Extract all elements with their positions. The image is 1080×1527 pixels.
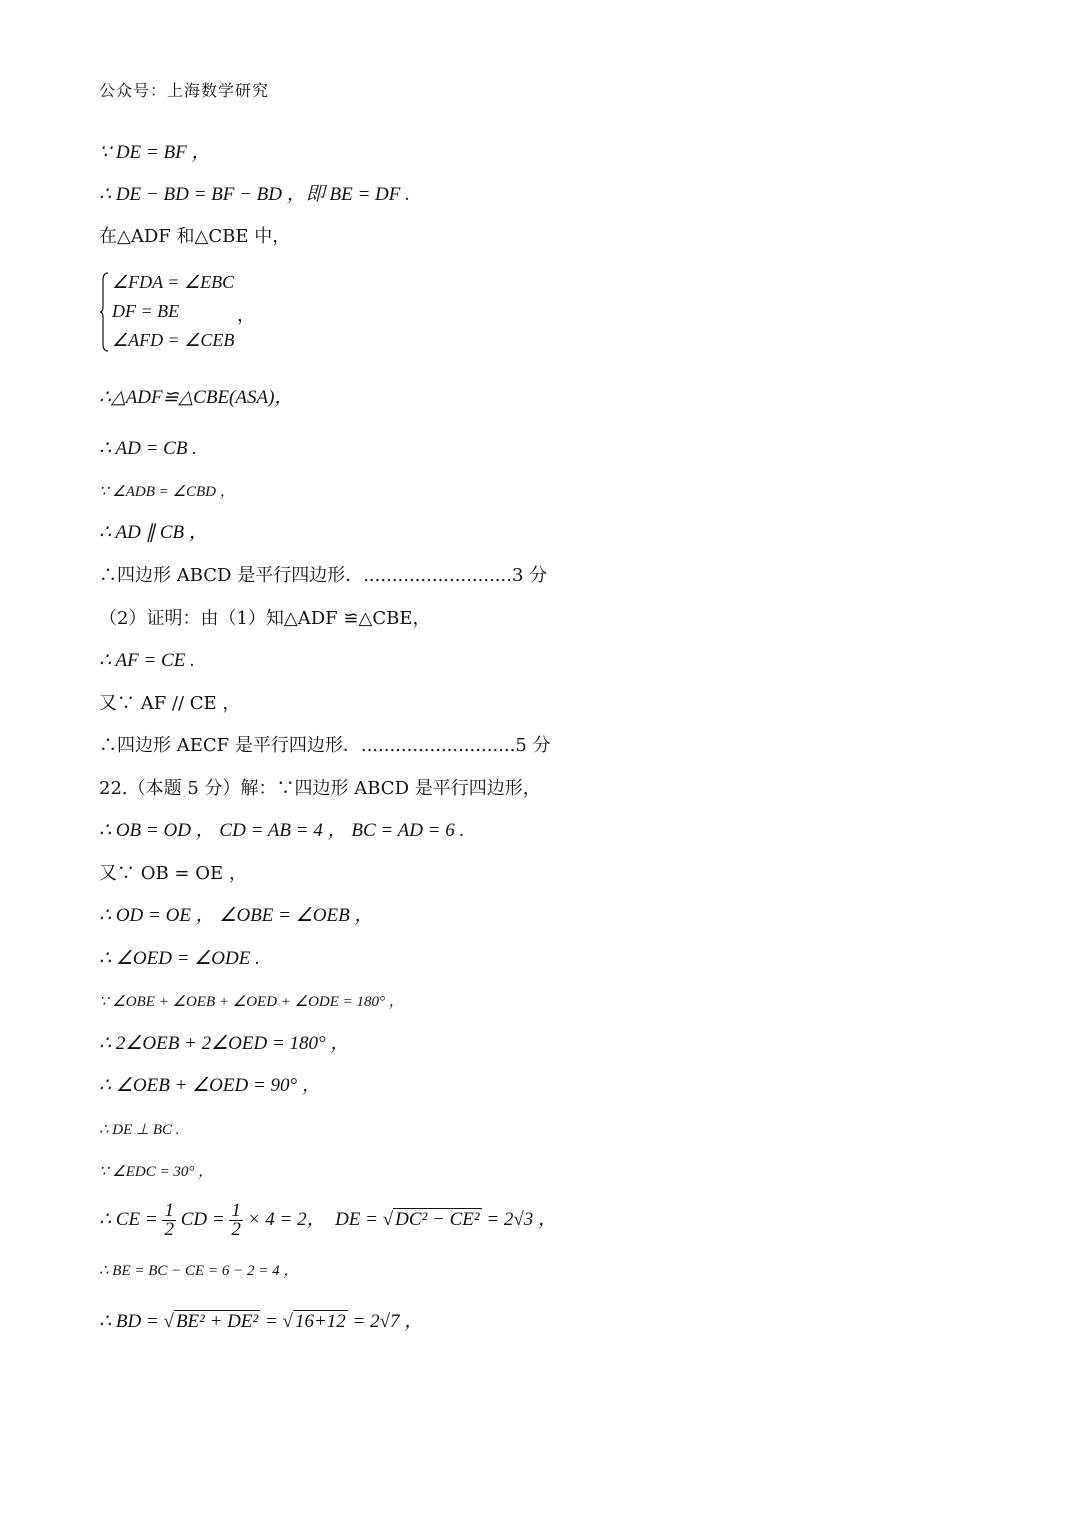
proof-line-5: ∴ AD = CB . [99, 438, 197, 459]
solution-line-7: ∴ ∠OEB + ∠OED = 90° ， [99, 1075, 321, 1096]
times-four-term: × 4 = 2， [247, 1209, 326, 1230]
proof-line-7: ∴ AD ∥ CB ， [99, 522, 208, 543]
proof-line-8: ∴四边形 ABCD 是平行四边形．..........................3 分 [99, 565, 548, 586]
de-result: = 2√3 ， [486, 1209, 558, 1230]
solution-line-1: ∴ OB = OD ， CD = AB = 4 ， BC = AD = 6 . [99, 820, 465, 841]
equals-sign: = [264, 1311, 278, 1332]
bd-lhs: ∴ BD = [99, 1311, 159, 1332]
system-row-3: ∠AFD = ∠CEB [112, 330, 235, 350]
fraction-denominator: 2 [231, 1219, 241, 1241]
ce-lhs: ∴ CE = [99, 1209, 158, 1230]
solution-line-9: ∵ ∠EDC = 30° ， [99, 1164, 214, 1180]
proof-line-4: ∴△ADF≌△CBE(ASA)， [99, 387, 294, 408]
proof-line-1: ∵ DE = BF ， [99, 142, 211, 163]
proof-line-11: 又∵ AF // CE ， [99, 693, 241, 714]
fraction-half-1 [162, 1202, 176, 1239]
system-row-2: DF = BE [112, 301, 180, 321]
cd-term: CD = [180, 1209, 225, 1230]
proof-line-9: （2）证明：由（1）知△ADF ≌△CBE， [99, 608, 431, 629]
problem-22-heading: 22.（本题 5 分）解：∵四边形 ABCD 是平行四边形， [99, 778, 541, 799]
fraction-numerator: 1 [231, 1200, 241, 1222]
solution-line-5: ∵ ∠OBE + ∠OEB + ∠OED + ∠ODE = 180° ， [99, 994, 404, 1010]
sqrt-16-12: 16+12 [294, 1311, 346, 1332]
solution-line-10: ∴ CE = $\frac{1}{2}$ CD = $\frac{1}{2}$ × 4 = 2， DE = √ DC² − CE² = 2√3 ， [99, 1200, 558, 1241]
system-row-1: ∠FDA = ∠EBC [112, 272, 235, 292]
proof-line-6: ∵ ∠ADB = ∠CBD ， [99, 484, 235, 500]
solution-line-3: ∴ OD = OE ， ∠OBE = ∠OEB ， [99, 905, 374, 926]
de-lhs: DE = [335, 1209, 378, 1230]
system-comma: ， [237, 305, 255, 326]
sqrt-dc-ce: DC² − CE² [395, 1209, 480, 1230]
bd-result: = 2√7 ， [352, 1311, 424, 1332]
sqrt-be-de: BE² + DE² [175, 1311, 259, 1332]
fraction-half-2 [229, 1202, 243, 1239]
proof-line-12: ∴四边形 AECF 是平行四边形．...........................5 分 [99, 735, 551, 756]
solution-line-11: ∴ BE = BC − CE = 6 − 2 = 4 ， [99, 1263, 299, 1279]
header-text: 公众号：上海数学研究 [99, 81, 270, 100]
fraction-denominator: 2 [164, 1219, 174, 1241]
fraction-numerator: 1 [164, 1200, 174, 1222]
solution-line-6: ∴ 2∠OEB + 2∠OED = 180° ， [99, 1033, 350, 1054]
solution-line-4: ∴ ∠OED = ∠ODE . [99, 948, 260, 969]
proof-line-10: ∴ AF = CE . [99, 650, 195, 671]
solution-line-2: 又∵ OB = OE ， [99, 863, 247, 884]
proof-line-2: ∴ DE − BD = BF − BD ，即 BE = DF . [99, 184, 410, 205]
left-brace-icon [99, 272, 109, 352]
equation-system [99, 270, 299, 356]
solution-line-8: ∴ DE ⊥ BC . [99, 1122, 180, 1138]
solution-line-12: ∴ BD = √ BE² + DE² = √ 16+12 = 2√7 ， [99, 1311, 424, 1332]
proof-line-3: 在△ADF 和△CBE 中， [99, 226, 291, 247]
